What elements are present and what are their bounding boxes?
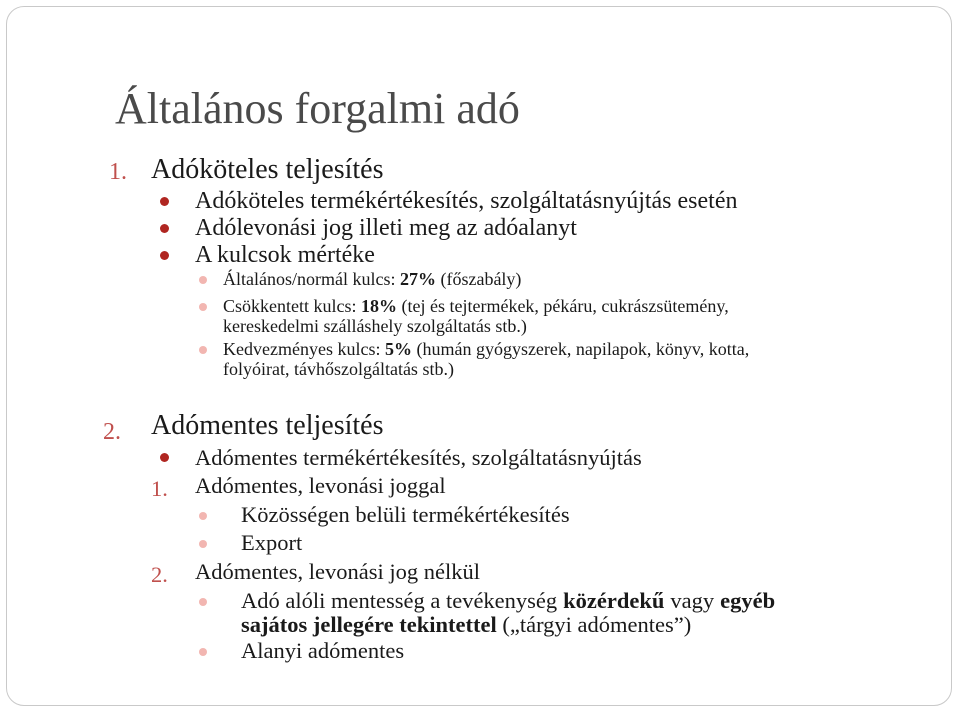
bullet-dot-icon bbox=[160, 197, 169, 206]
bullet-dot-icon bbox=[160, 251, 169, 260]
rate-normal: Általános/normál kulcs: 27% (főszabály) bbox=[223, 269, 522, 289]
bullet-dot-icon bbox=[160, 224, 169, 233]
rate-preferential-cont: folyóirat, távhőszolgáltatás stb.) bbox=[223, 359, 454, 379]
sub1-label: Adómentes, levonási joggal bbox=[195, 473, 446, 498]
section2-number: 2. bbox=[103, 419, 121, 445]
sub-bullet-dot-icon bbox=[199, 598, 207, 606]
sub-bullet-dot-icon bbox=[199, 648, 207, 656]
rate-preferential: Kedvezményes kulcs: 5% (humán gyógyszerek, napilapok, könyv, kotta, bbox=[223, 339, 750, 359]
section1-heading: Adóköteles teljesítés bbox=[151, 154, 384, 185]
sub2-item-public-interest: Adó alóli mentesség a tevékenység közérdekű vagy egyéb bbox=[241, 588, 776, 613]
sub2-item-public-interest-cont: sajátos jellegére tekintettel („tárgyi adómentes”) bbox=[241, 612, 692, 637]
slide-title: Általános forgalmi adó bbox=[115, 84, 520, 133]
bullet-item: Adóköteles termékértékesítés, szolgáltatásnyújtás esetén bbox=[195, 188, 738, 214]
sub-bullet-dot-icon bbox=[199, 276, 207, 284]
bullet-dot-icon bbox=[160, 453, 169, 462]
slide bbox=[6, 6, 952, 706]
sub1-item: Export bbox=[241, 530, 303, 555]
section1-number: 1. bbox=[109, 159, 127, 185]
section2-heading: Adómentes teljesítés bbox=[151, 410, 384, 441]
sub2-number: 2. bbox=[151, 562, 168, 587]
sub-bullet-dot-icon bbox=[199, 346, 207, 354]
sub1-item: Közösségen belüli termékértékesítés bbox=[241, 502, 570, 527]
bullet-item: Adómentes termékértékesítés, szolgáltatásnyújtás bbox=[195, 445, 642, 470]
rate-reduced-cont: kereskedelmi szálláshely szolgáltatás stb.) bbox=[223, 316, 527, 336]
sub-bullet-dot-icon bbox=[199, 540, 207, 548]
bullet-item: Adólevonási jog illeti meg az adóalanyt bbox=[195, 215, 577, 241]
sub2-label: Adómentes, levonási jog nélkül bbox=[195, 559, 480, 584]
sub-bullet-dot-icon bbox=[199, 512, 207, 520]
sub2-item: Alanyi adómentes bbox=[241, 638, 405, 663]
sub-bullet-dot-icon bbox=[199, 303, 207, 311]
bullet-item: A kulcsok mértéke bbox=[195, 242, 375, 268]
rate-reduced: Csökkentett kulcs: 18% (tej és tejtermékek, pékáru, cukrászsütemény, bbox=[223, 296, 729, 316]
sub1-number: 1. bbox=[151, 476, 168, 501]
